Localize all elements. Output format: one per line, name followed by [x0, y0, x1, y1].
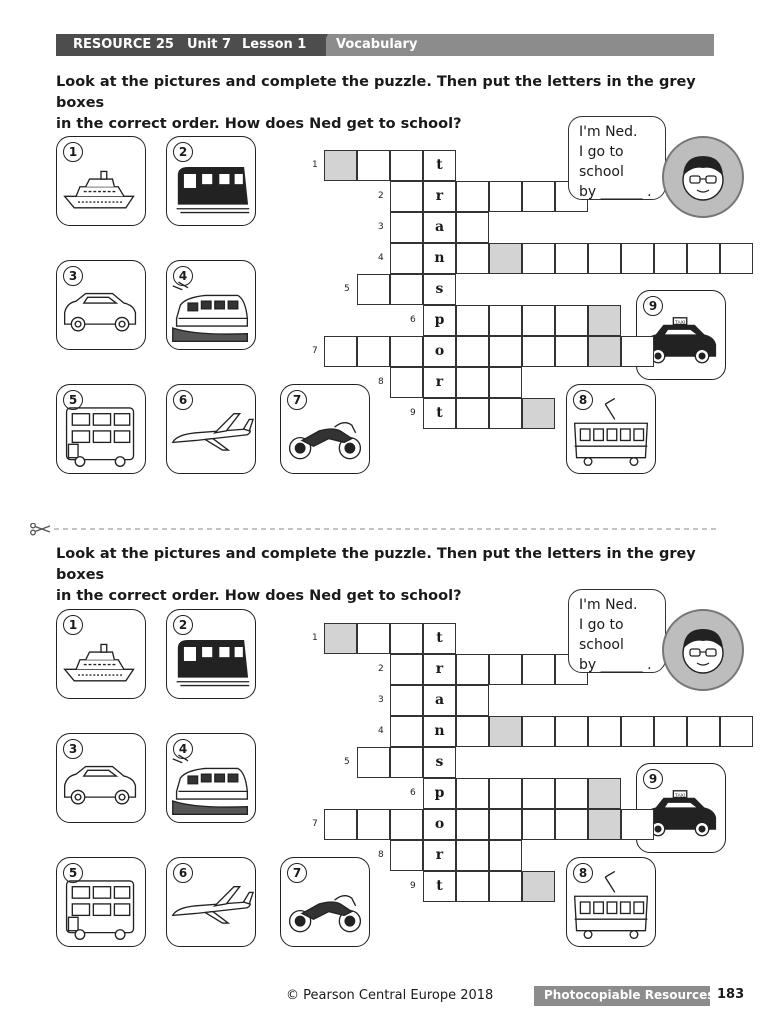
- clue-number: 4: [378, 253, 384, 263]
- answer-cell[interactable]: [489, 398, 522, 429]
- clue-number: 5: [344, 757, 350, 767]
- answer-cell[interactable]: [390, 243, 423, 274]
- answer-cell[interactable]: [390, 150, 423, 181]
- speech-bubble: [568, 116, 666, 200]
- given-letter-cell: t: [423, 398, 456, 429]
- clue-number: 2: [378, 664, 384, 674]
- answer-cell[interactable]: [489, 367, 522, 398]
- answer-cell[interactable]: [522, 654, 555, 685]
- picture-number: 2: [173, 615, 193, 635]
- picture-number: 6: [173, 390, 193, 410]
- clue-number: 4: [378, 726, 384, 736]
- answer-cell[interactable]: [687, 716, 720, 747]
- answer-cell[interactable]: [489, 871, 522, 902]
- picture-number: 8: [573, 390, 593, 410]
- answer-cell[interactable]: [489, 305, 522, 336]
- answer-cell[interactable]: [456, 305, 489, 336]
- answer-cell[interactable]: [588, 243, 621, 274]
- answer-cell[interactable]: [720, 716, 753, 747]
- answer-cell[interactable]: [522, 716, 555, 747]
- answer-cell[interactable]: [357, 809, 390, 840]
- given-letter-cell: n: [423, 243, 456, 274]
- picture-number: 7: [287, 863, 307, 883]
- clue-number: 7: [312, 819, 318, 829]
- clue-number: 6: [410, 315, 416, 325]
- picture-card-5: [56, 857, 146, 947]
- boy-face-icon: [664, 611, 742, 689]
- picture-card-5: [56, 384, 146, 474]
- page-number: 183: [717, 987, 745, 1002]
- answer-cell[interactable]: [390, 367, 423, 398]
- picture-card-4: [166, 733, 256, 823]
- answer-cell[interactable]: [522, 181, 555, 212]
- picture-number: 3: [63, 266, 83, 286]
- clue-number: 5: [344, 284, 350, 294]
- copyright: © Pearson Central Europe 2018: [286, 988, 494, 1003]
- answer-cell[interactable]: [357, 336, 390, 367]
- answer-cell[interactable]: [489, 654, 522, 685]
- picture-number: 7: [287, 390, 307, 410]
- answer-cell[interactable]: [324, 336, 357, 367]
- answer-cell[interactable]: [390, 623, 423, 654]
- given-letter-cell: s: [423, 747, 456, 778]
- answer-cell[interactable]: [456, 367, 489, 398]
- answer-cell[interactable]: [390, 274, 423, 305]
- speech-line: I'm Ned.: [579, 124, 638, 140]
- picture-card-2: [166, 136, 256, 226]
- answer-cell[interactable]: [555, 778, 588, 809]
- picture-number: 2: [173, 142, 193, 162]
- picture-number: 4: [173, 739, 193, 759]
- given-letter-cell: p: [423, 305, 456, 336]
- grey-answer-cell[interactable]: [588, 336, 621, 367]
- picture-number: 5: [63, 390, 83, 410]
- instructions-line-2: in the correct order. How does Ned get to school?: [56, 116, 462, 132]
- answer-cell[interactable]: [390, 685, 423, 716]
- instructions-line-1: Look at the pictures and complete the puzzle. Then put the letters in the grey boxes: [56, 546, 696, 583]
- speech-line: by ______ .: [579, 184, 652, 200]
- answer-cell[interactable]: [456, 243, 489, 274]
- picture-card-1: [56, 136, 146, 226]
- answer-cell[interactable]: [720, 243, 753, 274]
- given-letter-cell: t: [423, 623, 456, 654]
- grey-answer-cell[interactable]: [324, 623, 357, 654]
- answer-cell[interactable]: [489, 336, 522, 367]
- given-letter-cell: o: [423, 809, 456, 840]
- speech-line: I go to: [579, 617, 624, 633]
- instructions-line-2: in the correct order. How does Ned get to school?: [56, 588, 462, 604]
- answer-cell[interactable]: [555, 305, 588, 336]
- answer-cell[interactable]: [621, 243, 654, 274]
- answer-cell[interactable]: [522, 778, 555, 809]
- answer-cell[interactable]: [456, 871, 489, 902]
- speech-line: school: [579, 637, 624, 653]
- given-letter-cell: r: [423, 654, 456, 685]
- clue-number: 7: [312, 346, 318, 356]
- answer-cell[interactable]: [588, 716, 621, 747]
- picture-card-4: [166, 260, 256, 350]
- given-letter-cell: r: [423, 181, 456, 212]
- clue-number: 3: [378, 222, 384, 232]
- resource-label: RESOURCE 25: [73, 37, 174, 52]
- picture-card-8: [566, 857, 656, 947]
- answer-cell[interactable]: [687, 243, 720, 274]
- worksheet-copy-bottom: [0, 473, 768, 993]
- answer-cell[interactable]: [390, 716, 423, 747]
- clue-number: 9: [410, 881, 416, 891]
- answer-cell[interactable]: [522, 305, 555, 336]
- answer-cell[interactable]: [621, 716, 654, 747]
- answer-cell[interactable]: [456, 181, 489, 212]
- answer-cell[interactable]: [456, 809, 489, 840]
- answer-cell[interactable]: [489, 778, 522, 809]
- clue-number: 2: [378, 191, 384, 201]
- speech-line: I go to: [579, 144, 624, 160]
- answer-cell[interactable]: [456, 778, 489, 809]
- topic-label: Vocabulary: [336, 37, 418, 52]
- picture-number: 1: [63, 142, 83, 162]
- footer-label: Photocopiable Resources: [544, 988, 715, 1002]
- picture-number: 9: [643, 296, 663, 316]
- picture-card-6: [166, 384, 256, 474]
- answer-cell[interactable]: [357, 274, 390, 305]
- answer-cell[interactable]: [390, 654, 423, 685]
- answer-cell[interactable]: [555, 336, 588, 367]
- clue-number: 1: [312, 160, 318, 170]
- answer-cell[interactable]: [390, 181, 423, 212]
- given-letter-cell: p: [423, 778, 456, 809]
- boy-face-icon: [664, 138, 742, 216]
- instructions-line-1: Look at the pictures and complete the puzzle. Then put the letters in the grey boxes: [56, 74, 696, 111]
- given-letter-cell: s: [423, 274, 456, 305]
- speech-bubble: [568, 589, 666, 673]
- answer-cell[interactable]: [357, 747, 390, 778]
- speech-line: I'm Ned.: [579, 597, 638, 613]
- answer-cell[interactable]: [357, 623, 390, 654]
- grey-answer-cell[interactable]: [489, 243, 522, 274]
- lesson-label: Lesson 1: [242, 37, 307, 52]
- picture-card-7: [280, 857, 370, 947]
- picture-card-3: [56, 733, 146, 823]
- footer-bar: [534, 986, 715, 1006]
- ned-avatar: [662, 136, 744, 218]
- answer-cell[interactable]: [489, 809, 522, 840]
- clue-number: 3: [378, 695, 384, 705]
- grey-answer-cell[interactable]: [588, 305, 621, 336]
- grey-answer-cell[interactable]: [588, 778, 621, 809]
- clue-number: 8: [378, 850, 384, 860]
- picture-card-2: [166, 609, 256, 699]
- taxi-sign-text: TAXI: [674, 793, 686, 799]
- grey-answer-cell[interactable]: [522, 871, 555, 902]
- picture-number: 3: [63, 739, 83, 759]
- answer-cell[interactable]: [522, 336, 555, 367]
- picture-number: 8: [573, 863, 593, 883]
- answer-cell[interactable]: [456, 336, 489, 367]
- grey-answer-cell[interactable]: [324, 150, 357, 181]
- picture-number: 6: [173, 863, 193, 883]
- answer-cell[interactable]: [456, 212, 489, 243]
- picture-number: 1: [63, 615, 83, 635]
- answer-cell[interactable]: [390, 336, 423, 367]
- answer-cell[interactable]: [489, 181, 522, 212]
- answer-cell[interactable]: [390, 212, 423, 243]
- answer-cell[interactable]: [522, 809, 555, 840]
- answer-cell[interactable]: [522, 243, 555, 274]
- clue-number: 9: [410, 408, 416, 418]
- answer-cell[interactable]: [456, 685, 489, 716]
- answer-cell[interactable]: [654, 716, 687, 747]
- given-letter-cell: n: [423, 716, 456, 747]
- given-letter-cell: a: [423, 685, 456, 716]
- speech-line: school: [579, 164, 624, 180]
- answer-cell[interactable]: [357, 150, 390, 181]
- picture-card-3: [56, 260, 146, 350]
- answer-cell[interactable]: [390, 747, 423, 778]
- answer-cell[interactable]: [456, 716, 489, 747]
- given-letter-cell: t: [423, 150, 456, 181]
- answer-cell[interactable]: [456, 840, 489, 871]
- given-letter-cell: r: [423, 840, 456, 871]
- picture-card-7: [280, 384, 370, 474]
- clue-number: 1: [312, 633, 318, 643]
- picture-number: 5: [63, 863, 83, 883]
- grey-answer-cell[interactable]: [588, 809, 621, 840]
- answer-cell[interactable]: [324, 809, 357, 840]
- given-letter-cell: o: [423, 336, 456, 367]
- picture-card-8: [566, 384, 656, 474]
- grey-answer-cell[interactable]: [489, 716, 522, 747]
- given-letter-cell: t: [423, 871, 456, 902]
- given-letter-cell: r: [423, 367, 456, 398]
- grey-answer-cell[interactable]: [522, 398, 555, 429]
- picture-number: 4: [173, 266, 193, 286]
- picture-card-1: [56, 609, 146, 699]
- picture-card-6: [166, 857, 256, 947]
- taxi-sign-text: TAXI: [674, 320, 686, 326]
- answer-cell[interactable]: [555, 243, 588, 274]
- clue-number: 8: [378, 377, 384, 387]
- answer-cell[interactable]: [456, 398, 489, 429]
- answer-cell[interactable]: [621, 336, 654, 367]
- given-letter-cell: a: [423, 212, 456, 243]
- picture-number: 9: [643, 769, 663, 789]
- answer-cell[interactable]: [456, 654, 489, 685]
- answer-cell[interactable]: [555, 716, 588, 747]
- clue-number: 6: [410, 788, 416, 798]
- ned-avatar: [662, 609, 744, 691]
- answer-cell[interactable]: [390, 840, 423, 871]
- answer-cell[interactable]: [390, 809, 423, 840]
- answer-cell[interactable]: [489, 840, 522, 871]
- speech-line: by ______ .: [579, 657, 652, 673]
- answer-cell[interactable]: [555, 809, 588, 840]
- answer-cell[interactable]: [621, 809, 654, 840]
- unit-label: Unit 7: [187, 37, 232, 52]
- answer-cell[interactable]: [654, 243, 687, 274]
